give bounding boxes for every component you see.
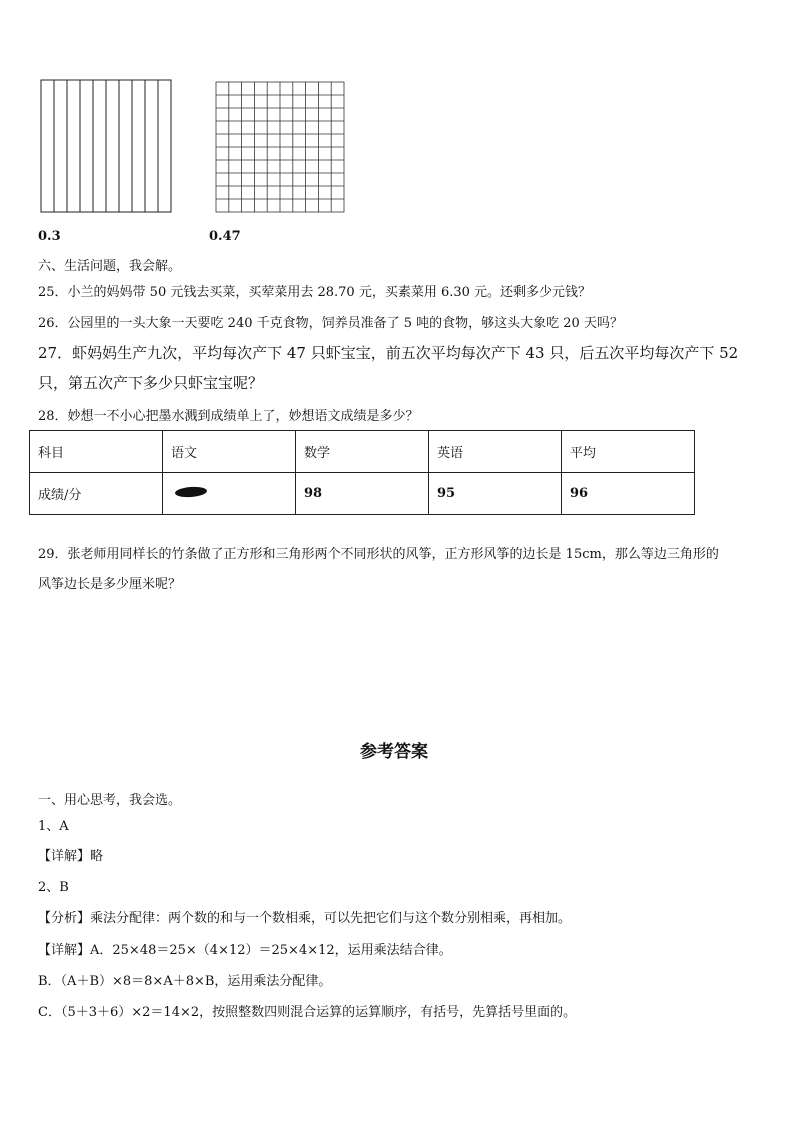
header-math: 数学 — [296, 431, 429, 473]
question-26: 26．公园里的一头大象一天要吃 240 千克食物，饲养员准备了 5 吨的食物，够这头大象吃 20 天吗？ — [38, 316, 623, 331]
answer-2-detail-b: B．（A＋B）×8＝8×A＋8×B，运用乘法分配律。 — [38, 974, 332, 989]
question-27-line2: 只，第五次产下多少只虾宝宝呢？ — [38, 374, 264, 392]
hundred-grid-figure — [214, 80, 348, 216]
header-subject: 科目 — [30, 431, 163, 473]
score-table — [29, 430, 695, 515]
answer-2-detail-a: 【详解】A．25×48＝25×（4×12）＝25×4×12，运用乘法结合律。 — [38, 943, 452, 958]
answer-1-detail: 【详解】略 — [38, 849, 104, 864]
math-score: 98 — [296, 473, 429, 515]
header-english: 英语 — [429, 431, 562, 473]
section6-heading: 六、生活问题，我会解。 — [38, 259, 182, 274]
ink-blot-icon — [175, 486, 208, 498]
table-row — [30, 431, 695, 473]
header-average: 平均 — [562, 431, 695, 473]
ink-blot-cell — [163, 473, 296, 515]
answer-2-detail-c: C．（5＋3＋6）×2＝14×2，按照整数四则混合运算的运算顺序，有括号，先算括号里面的。 — [38, 1005, 577, 1020]
answer-1: 1、A — [38, 819, 69, 834]
strip-label: 0.3 — [38, 229, 61, 244]
grid-label: 0.47 — [209, 229, 241, 244]
question-25: 25．小兰的妈妈带 50 元钱去买菜，买荤菜用去 28.70 元，买素菜用 6.30 元。还剩多少元钱？ — [38, 285, 592, 300]
average-score: 96 — [562, 473, 695, 515]
question-28: 28．妙想一不小心把墨水溅到成绩单上了，妙想语文成绩是多少？ — [38, 409, 419, 424]
question-29-line1: 29．张老师用同样长的竹条做了正方形和三角形两个不同形状的风筝，正方形风筝的边长是 15cm，那么等边三角形的 — [38, 547, 719, 562]
question-27-line1: 27．虾妈妈生产九次，平均每次产下 47 只虾宝宝，前五次平均每次产下 43 只，后五次平均每次产下 52 — [38, 344, 739, 362]
decimal-strip-figure — [39, 78, 173, 214]
answers-title: 参考答案 — [360, 742, 428, 762]
header-chinese: 语文 — [163, 431, 296, 473]
table-row — [30, 473, 695, 515]
answer-2: 2、B — [38, 880, 69, 895]
english-score: 95 — [429, 473, 562, 515]
question-29-line2: 风筝边长是多少厘米呢？ — [38, 577, 182, 592]
row-label-score: 成绩/分 — [30, 473, 163, 515]
answer-2-analysis: 【分析】乘法分配律：两个数的和与一个数相乘，可以先把它们与这个数分别相乘，再相加。 — [38, 911, 572, 926]
answers-section1: 一、用心思考，我会选。 — [38, 793, 182, 808]
